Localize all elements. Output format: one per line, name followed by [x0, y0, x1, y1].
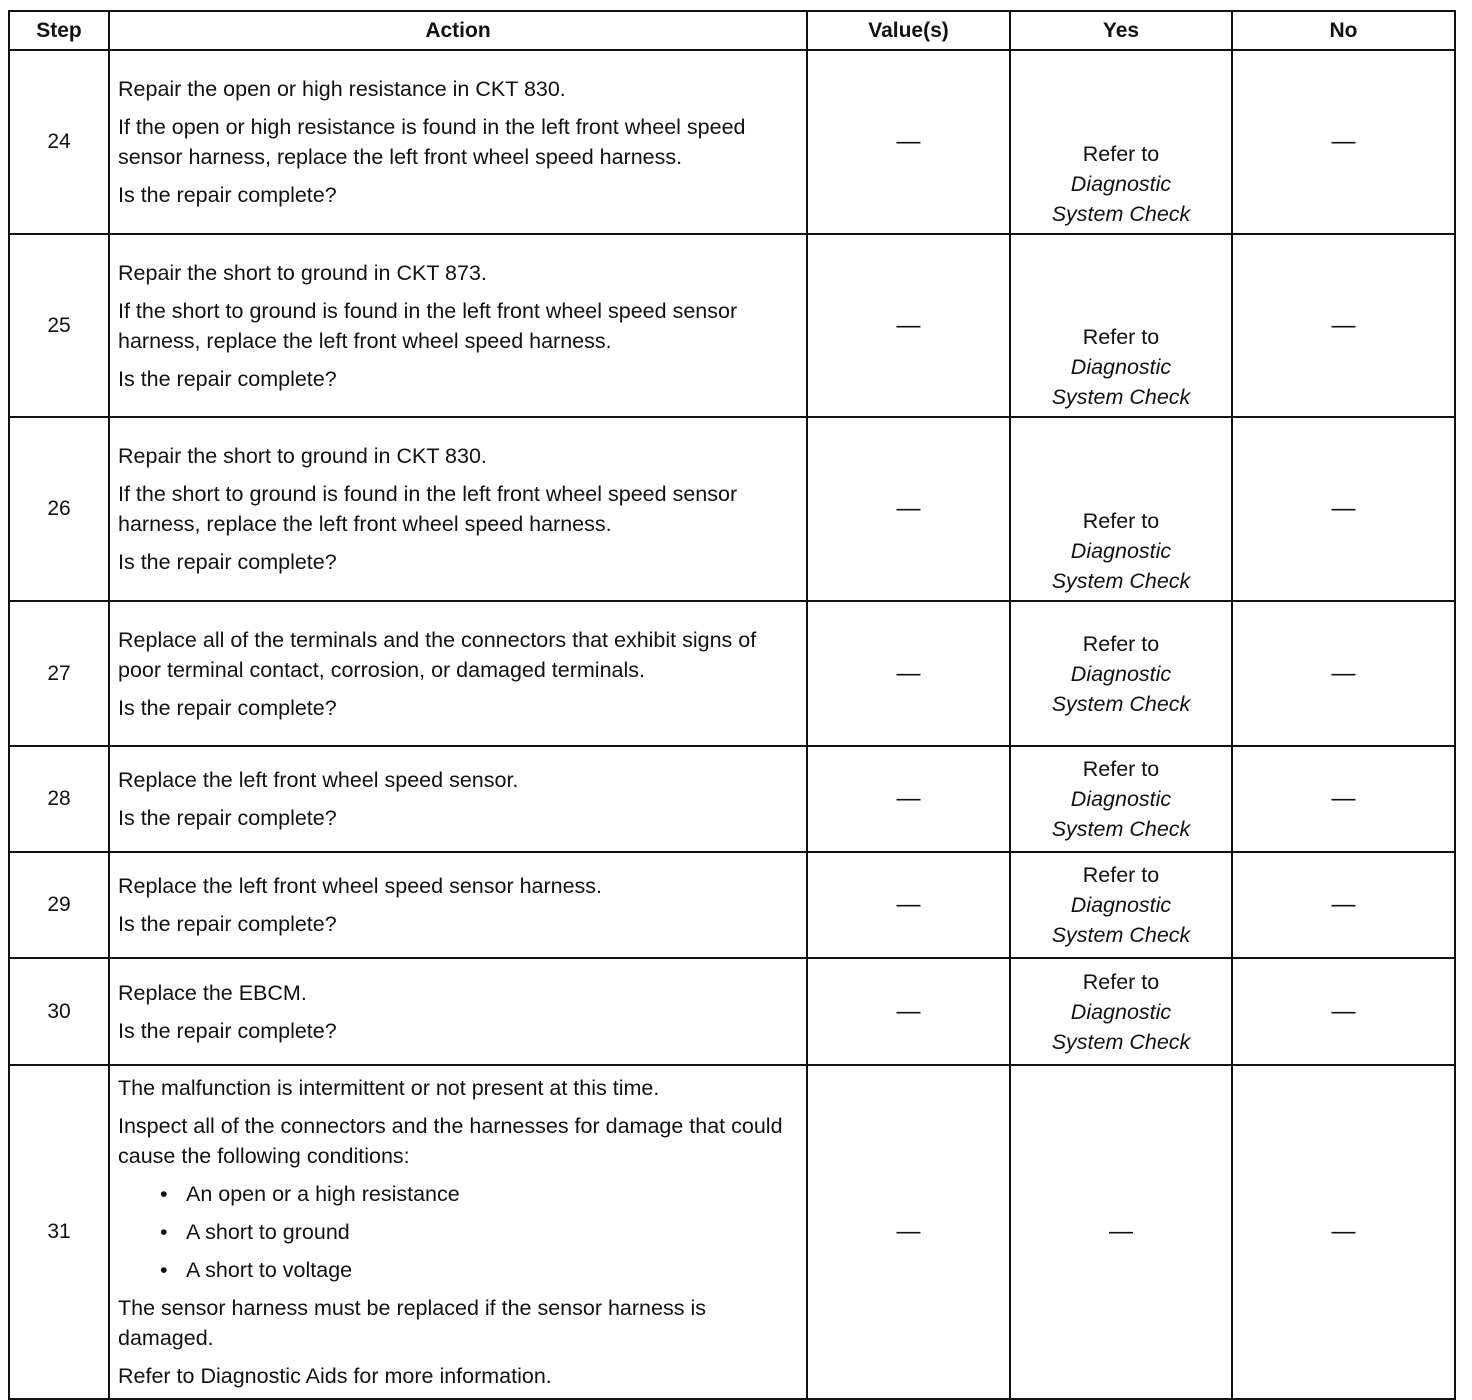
condition-text: A short to voltage: [186, 1258, 353, 1282]
action-cell: [109, 958, 807, 1065]
step-number: 24: [9, 50, 109, 234]
yes-system-check: System Check: [1051, 691, 1191, 716]
table-row: [9, 601, 1455, 746]
value-cell: [807, 958, 1010, 1065]
value-cell: [807, 852, 1010, 958]
yes-cell: [1010, 746, 1232, 852]
action-question: Is the repair complete?: [118, 366, 337, 391]
no-cell: [1232, 746, 1455, 852]
condition-text: A short to ground: [186, 1220, 350, 1244]
action-question: Is the repair complete?: [118, 912, 337, 936]
action-text: Repair the short to ground in CKT 830.: [118, 444, 487, 468]
action-text: If the short to ground is found in the left front wheel speed sensor harness, replace the left front wheel speed harness.: [118, 298, 738, 353]
yes-system-check: System Check: [1051, 817, 1191, 841]
action-question: Is the repair complete?: [118, 183, 337, 207]
action-cell: [109, 746, 807, 852]
value-dash: —: [896, 891, 921, 918]
no-dash: —: [1331, 997, 1356, 1025]
yes-system-check: System Check: [1051, 385, 1191, 409]
list-item: [148, 1255, 798, 1285]
yes-system-check: System Check: [1051, 202, 1191, 226]
yes-refer-to: Refer to: [1082, 325, 1160, 349]
conditions-list: [118, 1179, 798, 1285]
yes-diagnostic: Diagnostic: [1070, 999, 1172, 1024]
yes-diagnostic: Diagnostic: [1070, 539, 1172, 563]
value-cell: [807, 1065, 1010, 1399]
yes-dash: —: [1109, 1218, 1133, 1245]
table-row: [9, 50, 1455, 234]
yes-diagnostic: Diagnostic: [1070, 787, 1172, 811]
no-dash: —: [1331, 495, 1356, 522]
action-cell: [109, 1065, 807, 1399]
no-cell: [1232, 1065, 1455, 1399]
value-dash: —: [896, 785, 921, 812]
action-text: Replace the left front wheel speed sensor.: [118, 768, 519, 792]
yes-diagnostic: Diagnostic: [1070, 661, 1172, 686]
value-cell: [807, 601, 1010, 746]
action-text: Replace all of the terminals and the connectors that exhibit signs of poor terminal contact, corrosion, or damaged terminals.: [118, 627, 757, 682]
yes-refer-to: Refer to: [1082, 631, 1160, 656]
table-row: [9, 417, 1455, 601]
action-question: Is the repair complete?: [118, 550, 337, 574]
action-cell: [109, 601, 807, 746]
no-dash: —: [1331, 785, 1356, 812]
header-row: [9, 11, 1455, 50]
value-dash: —: [896, 495, 921, 522]
no-cell: [1232, 417, 1455, 601]
value-dash: —: [896, 997, 921, 1025]
no-dash: —: [1331, 128, 1356, 155]
action-cell: [109, 234, 807, 417]
action-text: Inspect all of the connectors and the harnesses for damage that could cause the following conditions:: [118, 1114, 783, 1168]
step-number: 29: [9, 852, 109, 958]
value-cell: [807, 50, 1010, 234]
list-item: [148, 1217, 798, 1247]
no-dash: —: [1331, 311, 1356, 339]
step-number: 26: [9, 417, 109, 601]
no-dash: —: [1331, 1218, 1356, 1245]
value-dash: —: [896, 128, 921, 155]
yes-refer-to: Refer to: [1082, 863, 1160, 887]
table-row: [9, 958, 1455, 1065]
yes-refer-to: Refer to: [1082, 969, 1160, 994]
condition-text: An open or a high resistance: [186, 1182, 460, 1206]
header-step: Step: [9, 11, 109, 50]
table-row: [9, 1065, 1455, 1399]
action-question: Is the repair complete?: [118, 695, 337, 720]
value-cell: [807, 746, 1010, 852]
header-values: Value(s): [807, 11, 1010, 50]
yes-system-check: System Check: [1051, 1029, 1191, 1054]
header-yes: Yes: [1010, 11, 1232, 50]
value-cell: [807, 417, 1010, 601]
bullet-icon: •: [160, 1258, 168, 1282]
value-dash: —: [896, 659, 921, 687]
value-dash: —: [896, 311, 921, 339]
yes-cell: [1010, 50, 1232, 234]
action-text: If the open or high resistance is found in the left front wheel speed sensor harness, replace the left front wheel speed harness.: [118, 115, 746, 169]
step-number: 27: [9, 601, 109, 746]
action-question: Is the repair complete?: [118, 1018, 337, 1043]
yes-cell: [1010, 601, 1232, 746]
action-text: Refer to Diagnostic Aids for more information.: [118, 1364, 552, 1388]
yes-cell: [1010, 417, 1232, 601]
yes-cell: [1010, 1065, 1232, 1399]
yes-cell: [1010, 958, 1232, 1065]
list-item: [148, 1179, 798, 1209]
step-number: 28: [9, 746, 109, 852]
value-dash: —: [896, 1218, 921, 1245]
yes-cell: [1010, 234, 1232, 417]
action-text: Repair the open or high resistance in CKT 830.: [118, 77, 566, 101]
action-text: The sensor harness must be replaced if the sensor harness is damaged.: [118, 1296, 706, 1350]
yes-diagnostic: Diagnostic: [1070, 893, 1172, 917]
yes-refer-to: Refer to: [1082, 509, 1160, 533]
no-cell: [1232, 852, 1455, 958]
header-action: Action: [109, 11, 807, 50]
no-cell: [1232, 234, 1455, 417]
yes-diagnostic: Diagnostic: [1070, 172, 1172, 196]
no-cell: [1232, 958, 1455, 1065]
action-text: Replace the EBCM.: [118, 980, 307, 1005]
yes-refer-to: Refer to: [1082, 757, 1160, 781]
action-text: Replace the left front wheel speed sensor harness.: [118, 874, 603, 898]
yes-cell: [1010, 852, 1232, 958]
yes-system-check: System Check: [1051, 923, 1191, 947]
yes-system-check: System Check: [1051, 569, 1191, 593]
diagnostic-table: [8, 10, 1456, 1400]
no-dash: —: [1331, 659, 1356, 687]
value-cell: [807, 234, 1010, 417]
action-question: Is the repair complete?: [118, 806, 337, 830]
table-row: [9, 746, 1455, 852]
action-text: If the short to ground is found in the left front wheel speed sensor harness, replace the left front wheel speed harness.: [118, 482, 738, 536]
yes-diagnostic: Diagnostic: [1070, 355, 1172, 379]
step-number: 25: [9, 234, 109, 417]
no-cell: [1232, 601, 1455, 746]
header-no: No: [1232, 11, 1455, 50]
action-cell: [109, 417, 807, 601]
step-number: 31: [9, 1065, 109, 1399]
bullet-icon: •: [160, 1182, 168, 1206]
action-cell: [109, 852, 807, 958]
yes-refer-to: Refer to: [1082, 142, 1160, 166]
step-number: 30: [9, 958, 109, 1065]
table-row: [9, 852, 1455, 958]
table-row: [9, 234, 1455, 417]
action-text: Repair the short to ground in CKT 873.: [118, 260, 487, 285]
action-cell: [109, 50, 807, 234]
no-cell: [1232, 50, 1455, 234]
bullet-icon: •: [160, 1220, 168, 1244]
no-dash: —: [1331, 891, 1356, 918]
action-text: The malfunction is intermittent or not present at this time.: [118, 1076, 660, 1100]
